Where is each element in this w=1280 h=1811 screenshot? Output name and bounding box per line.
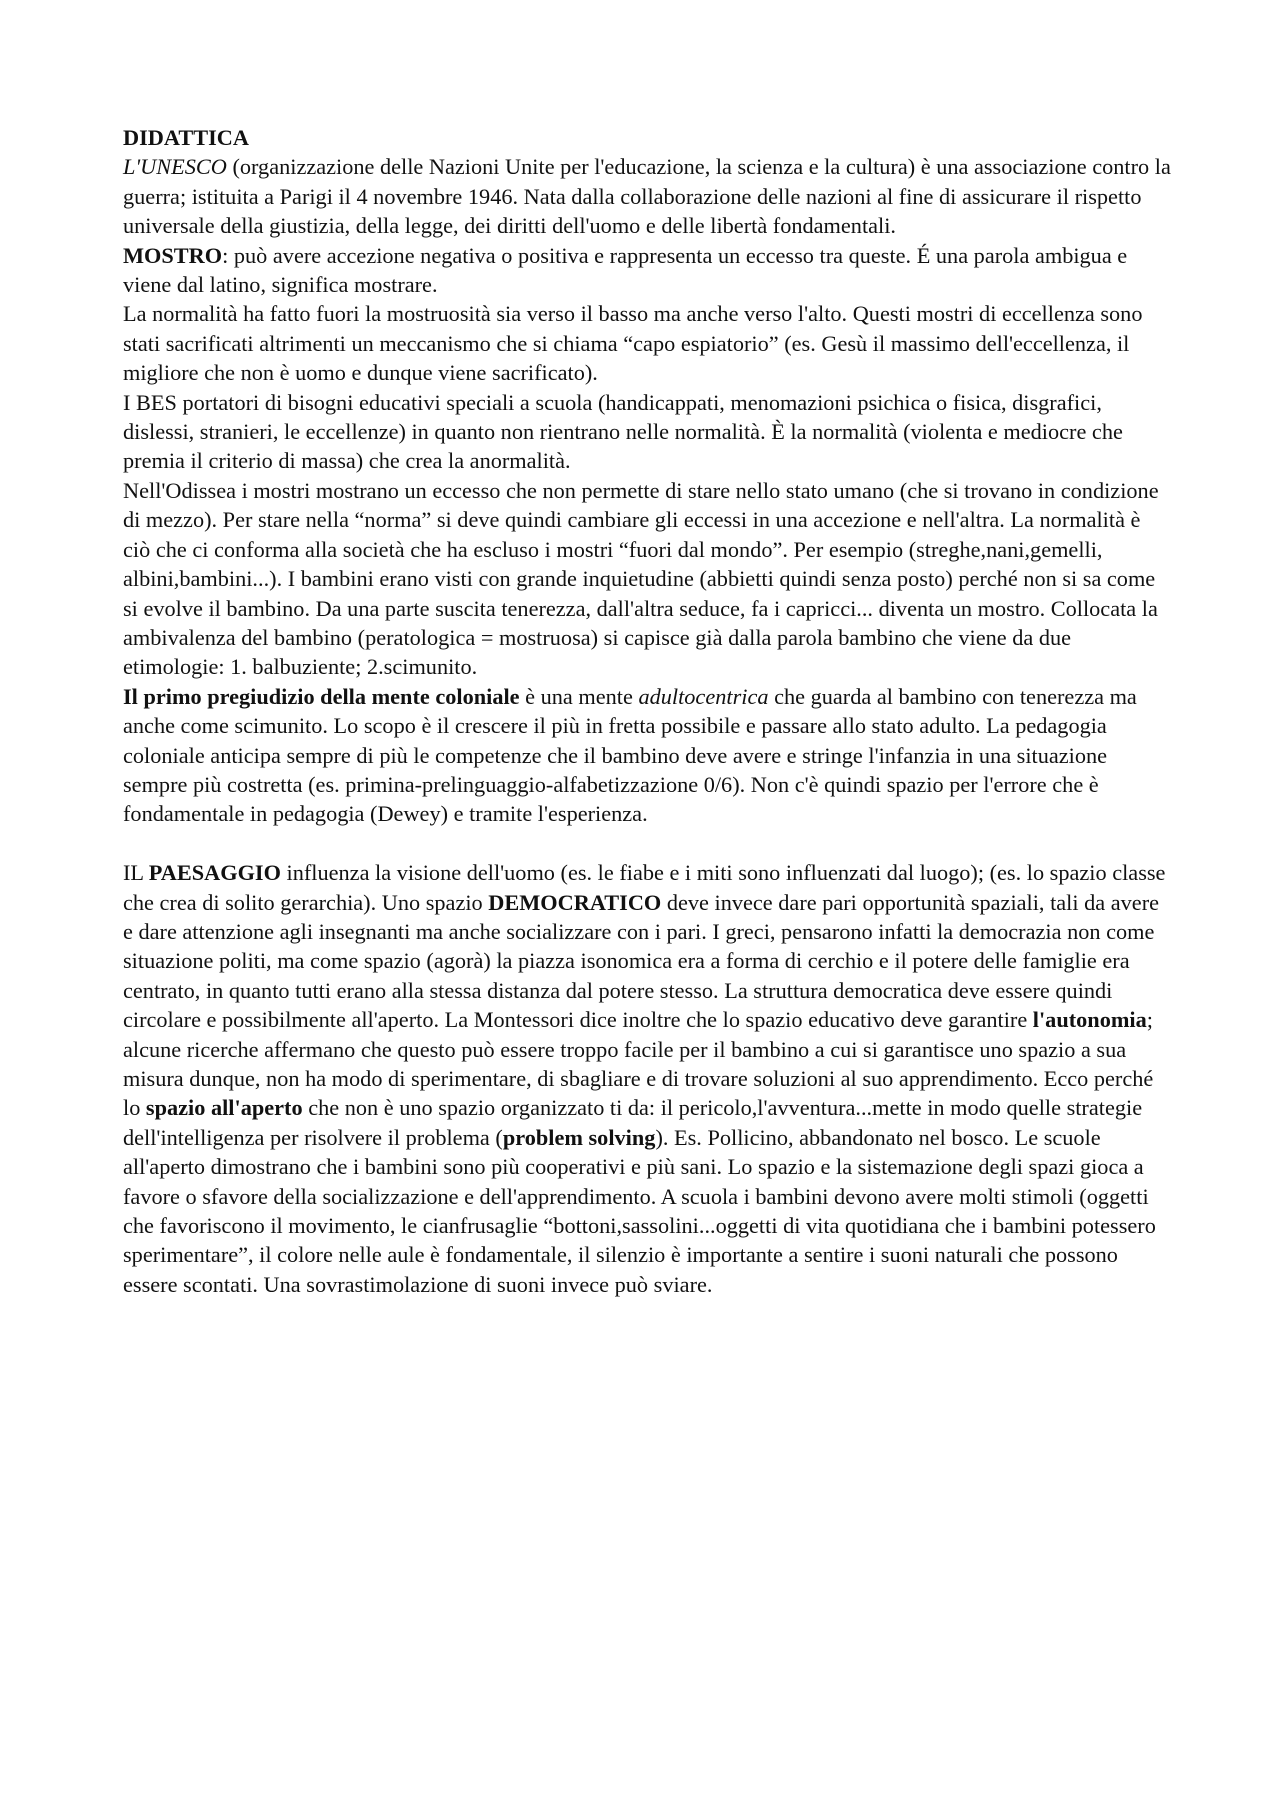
document-page — [123, 123, 1173, 1299]
term-unesco: L'UNESCO — [123, 154, 227, 180]
paragraph-pregiudizio: Il primo pregiudizio della mente coloniale è una mente adultocentrica che guarda al bambino con tenerezza ma anche come scimunito. Lo scopo è il crescere il più in fretta possibile e passare allo stato adulto. La pedagogia coloniale anticipa sempre di più le competenze che il bambino deve avere e stringe l'infanzia in una situazione sempre più costretta (es. primina-prelinguaggio-alfabetizzazione 0/6). Non c'è quindi spazio per l'errore che è fondamentale in pedagogia (Dewey) e tramite l'esperienza. — [123, 683, 1137, 827]
paragraph-unesco: L'UNESCO (organizzazione delle Nazioni Unite per l'educazione, la scienza e la cultura) è una associazione contro la guerra; istituita a Parigi il 4 novembre 1946. Nata dalla collaborazione delle nazioni al fine di assicurare il rispetto universale della giustizia, della legge, dei diritti dell'uomo e delle libertà fondamentali. — [123, 154, 1171, 239]
paragraph-mostro: MOSTRO: può avere accezione negativa o positiva e rappresenta un eccesso tra queste. É una parola ambigua e viene dal latino, significa mostrare. — [123, 242, 1128, 298]
term-spazio-aperto: spazio all'aperto — [145, 1095, 303, 1121]
term-paesaggio: PAESAGGIO — [148, 860, 281, 886]
paragraph-spacer — [123, 829, 1173, 858]
paragraph-bes: I BES portatori di bisogni educativi speciali a scuola (handicappati, menomazioni psichica o fisica, disgrafici, dislessi, stranieri, le eccellenze) in quanto non rientrano nelle normalità. È la normalità (violenta e mediocre che premia il criterio di massa) che crea la anormalità. — [123, 389, 1123, 474]
term-pregiudizio: Il primo pregiudizio della mente coloniale — [123, 683, 520, 709]
term-democratico: DEMOCRATICO — [488, 889, 662, 915]
term-autonomia: l'autonomia — [1032, 1007, 1147, 1033]
document-title: DIDATTICA — [123, 125, 249, 150]
paragraph-paesaggio: IL PAESAGGIO influenza la visione dell'uomo (es. le fiabe e i miti sono influenzati dal luogo); (es. lo spazio classe che crea di solito gerarchia). Uno spazio DEMOCRATICO deve invece dare pari opportunità spaziali, tali da avere e dare attenzione agli insegnanti ma anche socializzare con i pari. I greci, pensarono infatti la democrazia non come situazione politi, ma come spazio (agorà) la piazza isonomica era a forma di cerchio e il potere delle famiglie era centrato, in quanto tutti erano alla stessa distanza dal potere stesso. La struttura democratica deve essere quindi circolare e possibilmente all'aperto. La Montessori dice inoltre che lo spazio educativo deve garantire l'autonomia; alcune ricerche affermano che questo può essere troppo facile per il bambino a cui si garantisce uno spazio a sua misura dunque, non ha modo di sperimentare, di sbagliare e di trovare soluzioni al suo apprendimento. Ecco perché lo spazio all'aperto che non è uno spazio organizzato ti da: il pericolo,l'avventura...mette in modo quelle strategie dell'intelligenza per risolvere il problema (problem solving). Es. Pollicino, abbandonato nel bosco. Le scuole all'aperto dimostrano che i bambini sono più cooperativi e più sani. Lo spazio e la sistemazione degli spazi gioca a favore o sfavore della socializzazione e dell'apprendimento. A scuola i bambini devono avere molti stimoli (oggetti che favoriscono il movimento, le cianfrusaglie “bottoni,sassolini...oggetti di vita quotidiana che i bambini potessero sperimentare”, il colore nelle aule è fondamentale, il silenzio è importante a sentire i suoni naturali che possono essere scontati. Una sovrastimolazione di suoni invece può sviare. — [123, 860, 1166, 1297]
term-adultocentrica: adultocentrica — [638, 683, 769, 709]
term-mostro: MOSTRO — [123, 242, 223, 268]
term-problem-solving: problem solving — [502, 1124, 656, 1150]
paragraph-odissea: Nell'Odissea i mostri mostrano un eccesso che non permette di stare nello stato umano (che si trovano in condizione di mezzo). Per stare nella “norma” si deve quindi cambiare gli eccessi in una accezione e nell'altra. La normalità è ciò che ci conforma alla società che ha escluso i mostri “fuori dal mondo”. Per esempio (streghe,nani,gemelli, albini,bambini...). I bambini erano visti con grande inquietudine (abbietti quindi senza posto) perché non si sa come si evolve il bambino. Da una parte suscita tenerezza, dall'altra seduce, fa i capricci... diventa un mostro. Collocata la ambivalenza del bambino (peratologica = mostruosa) si capisce già dalla parola bambino che viene da due etimologie: 1. balbuziente; 2.scimunito. — [123, 477, 1159, 680]
paragraph-normalita: La normalità ha fatto fuori la mostruosità sia verso il basso ma anche verso l'alto. Questi mostri di eccellenza sono stati sacrificati altrimenti un meccanismo che si chiama “capo espiatorio” (es. Gesù il massimo dell'eccellenza, il migliore che non è uomo e dunque viene sacrificato). — [123, 301, 1143, 386]
